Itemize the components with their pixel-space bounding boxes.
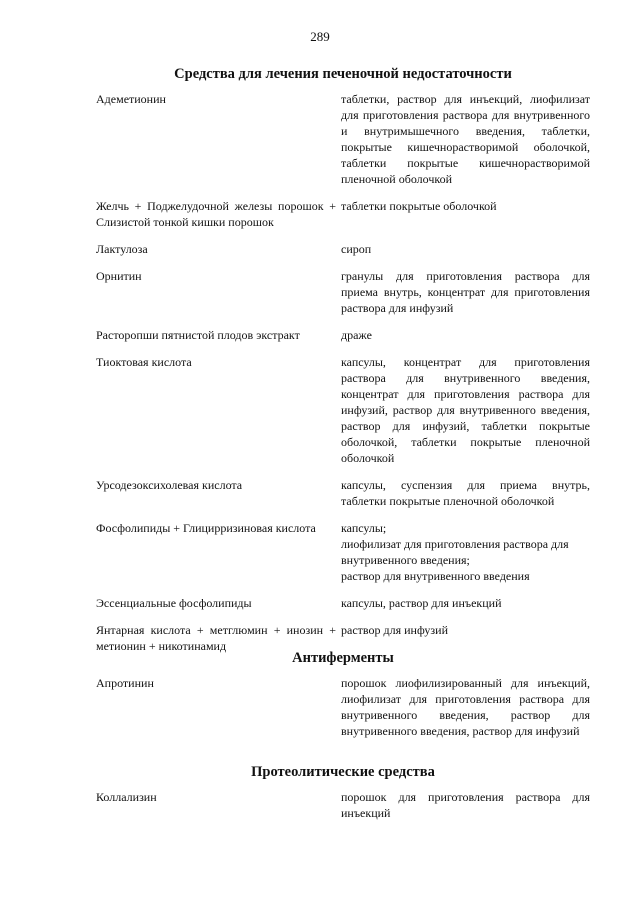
drug-name: Лактулоза xyxy=(96,242,148,256)
dosage-form: порошок для приготовления раствора для инъекций xyxy=(341,790,590,820)
dosage-form: капсулы, суспензия для приема внутрь, таблетки покрытые пленочной оболочкой xyxy=(341,478,590,508)
table-row xyxy=(96,268,590,316)
dosage-form-line: раствор для внутривенного введения xyxy=(341,569,530,583)
dosage-form: капсулы, концентрат для приготовления раствора для внутривенного введения, концентрат для приготовления раствора для инфузий, раствор для внутривенного введения, раствор для инфузий, таблетки покрытые оболочкой, таблетки покрытые пленочной оболочкой xyxy=(341,355,590,465)
drug-name: Тиоктовая кислота xyxy=(96,355,192,369)
dosage-form: раствор для инфузий xyxy=(341,623,448,637)
section-liver-failure xyxy=(96,66,590,654)
drug-name: Эссенциальные фосфолипиды xyxy=(96,596,252,610)
section-title: Протеолитические средства xyxy=(251,764,435,780)
dosage-form: порошок лиофилизированный для инъекций, лиофилизат для приготовления раствора для внутривенного введения, раствор для внутривенного введения, раствор для инфузий xyxy=(341,676,590,738)
table-row xyxy=(96,241,590,257)
section-proteolytics xyxy=(96,764,590,821)
table-row xyxy=(96,595,590,611)
table-row xyxy=(96,198,590,230)
drug-name: Желчь + Поджелудочной железы порошок + Слизистой тонкой кишки порошок xyxy=(96,199,336,229)
table-row xyxy=(96,354,590,466)
table-row xyxy=(96,477,590,509)
table-row xyxy=(96,91,590,187)
drug-name: Урсодезоксихолевая кислота xyxy=(96,478,243,492)
dosage-form: драже xyxy=(341,328,372,342)
drug-name: Адеметионин xyxy=(96,92,166,106)
drug-name: Коллализин xyxy=(96,790,157,804)
table-row xyxy=(96,520,590,584)
dosage-form xyxy=(341,520,590,584)
drug-name: Орнитин xyxy=(96,269,142,283)
page-number: 289 xyxy=(310,29,330,44)
table-row xyxy=(96,327,590,343)
dosage-form: таблетки, раствор для инъекций, лиофилизат для приготовления раствора для внутривенного и внутримышечного введения, таблетки, покрытые кишечнорастворимой оболочкой, таблетки покрытые кишечнорастворимой пленочной оболочкой xyxy=(341,92,590,186)
dosage-form: таблетки покрытые оболочкой xyxy=(341,199,497,213)
dosage-form: сироп xyxy=(341,242,372,256)
section-antienzymes xyxy=(96,650,590,739)
table-row xyxy=(96,789,590,821)
drug-name: Расторопши пятнистой плодов экстракт xyxy=(96,328,300,342)
section-title: Антиферменты xyxy=(292,650,394,666)
section-title: Средства для лечения печеночной недостаточности xyxy=(174,66,512,82)
dosage-form-line: капсулы; xyxy=(341,521,387,535)
drug-name: Фосфолипиды + Глицирризиновая кислота xyxy=(96,521,316,535)
dosage-form: капсулы, раствор для инъекций xyxy=(341,596,502,610)
table-row xyxy=(96,675,590,739)
dosage-form: гранулы для приготовления раствора для приема внутрь, концентрат для приготовления раствора для инфузий xyxy=(341,269,590,315)
drug-name: Апротинин xyxy=(96,676,154,690)
drug-name: Янтарная кислота + метглюмин + инозин + метионин + никотинамид xyxy=(96,623,336,653)
dosage-form-line: лиофилизат для приготовления раствора для внутривенного введения; xyxy=(341,537,569,567)
